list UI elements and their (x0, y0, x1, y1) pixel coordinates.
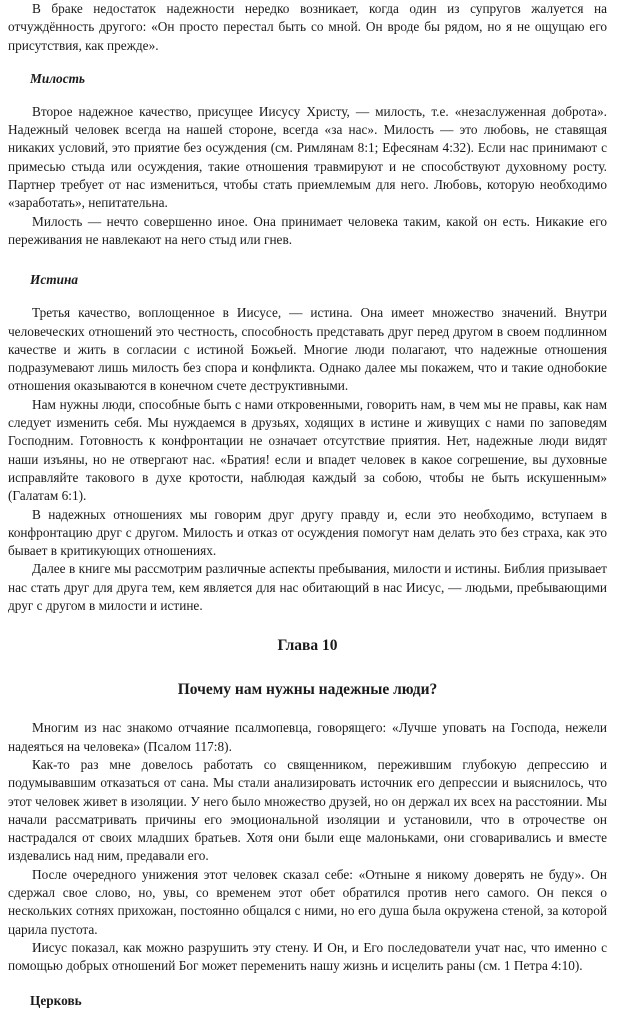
heading-church: Церковь (30, 993, 82, 1009)
paragraph-truth-1: Третья качество, воплощенное в Иисусе, — истина. Она имеет множество значений. Внутри человеческих отношений это честность, способность представать друг перед другом в своем подлинном качестве и жить в согласии с истиной Божьей. Многие люди полагают, что надежные отношения подразумевают лишь милость без спора и конфликта. Однако далее мы покажем, что и такие однобокие отношения оказываются в конечном счете деструктивными. (8, 305, 607, 394)
paragraph-chapter-4: Иисус показал, как можно разрушить эту стену. И Он, и Его последователи учат нас, что именно с помощью добрых отношений Бог может переменить нашу жизнь и исцелить раны (см. 1 Петра 4:10). (8, 939, 607, 974)
paragraph-chapter-3: После очередного унижения этот человек сказал себе: «Отныне я никому доверять не буду». Он сдержал свое слово, но, увы, со временем этот обет обратился против него самого. Он пекся о нескольких сотнях прихожан, постоянно общался с ними, но его душа была окружена стеной, за которой царила пустота. (8, 866, 607, 937)
heading-truth: Истина (30, 272, 79, 288)
paragraph-chapter-1: Многим из нас знакомо отчаяние псалмопевца, говорящего: «Лучше уповать на Господа, нежели надеяться на человека» (Псалом 117:8). (8, 720, 607, 754)
paragraph-marriage: В браке недостаток надежности нередко возникает, когда один из супругов жалуется на отчуждённость другого: «Он просто перестал быть со мной. Он вроде бы рядом, но я не ощущаю его присутствия, как прежде». (8, 1, 607, 53)
paragraph-truth-2: Нам нужны люди, способные быть с нами откровенными, говорить нам, в чем мы не правы, как нам следует изменить себя. Мы нуждаемся в друзьях, ходящих в истине и живущих с нами по заповедям Господним. Готовность к конфронтации не означает отсутствие приятия. Нет, надежные люди видят наши изъяны, но не отвергают нас. «Братия! если и впадет человек в какое согрешение, вы духовные исправляйте такового в духе кротости, наблюдая каждый за собою, чтобы не быть искушенным» (Галатам 6:1). (8, 396, 607, 504)
paragraph-mercy-2: Милость — нечто совершенно иное. Она принимает человека таким, какой он есть. Никакие его переживания не навлекают на него стыд или гнев. (8, 213, 607, 247)
paragraph-truth-3: В надежных отношениях мы говорим друг другу правду и, если это необходимо, вступаем в конфронтацию друг с другом. Милость и отказ от осуждения помогут нам делать это без страха, как это бывает в критикующих отношениях. (8, 506, 607, 559)
chapter-number: Глава 10 (277, 637, 338, 655)
paragraph-chapter-2: Как-то раз мне довелось работать со священником, пережившим глубокую депрессию и подумывавшим отказаться от сана. Мы стали анализировать источник его депрессии и выяснилось, что этот человек живет в изоляции. У него было множество друзей, но он держал их всех на расстоянии. Мы начали рассматривать причины его эмоциональной изоляции и установили, что в отрочестве он настрадался от своих младших братьев. Хотя они были еще малоньками, они сговаривались и вместе издевались над ним, предавали его. (8, 756, 607, 864)
paragraph-mercy-1: Второе надежное качество, присущее Иисусу Христу, — милость, т.е. «незаслуженная доброта». Надежный человек всегда на нашей стороне, всегда «за нас». Милость — это любовь, не ставящая никаких условий, это приятие без осуждения (см. Римлянам 8:1; Ефесянам 4:32). Если нас принимают с примесью стыда или осуждения, такие отношения травмируют и не способствуют духовному росту. Партнер требует от нас измениться, чтобы стать приемлемым для него. Любовь, которую необходимо «заработать», непитательна. (8, 103, 607, 211)
heading-mercy: Милость (30, 70, 86, 86)
paragraph-truth-4: Далее в книге мы рассмотрим различные аспекты пребывания, милости и истины. Библия призывает нас стать друг для друга тем, кем является для нас обитающий в нас Иисус, — людьми, пребывающими друг с другом в милости и истине. (8, 561, 607, 614)
chapter-title: Почему нам нужны надежные люди? (177, 681, 438, 699)
